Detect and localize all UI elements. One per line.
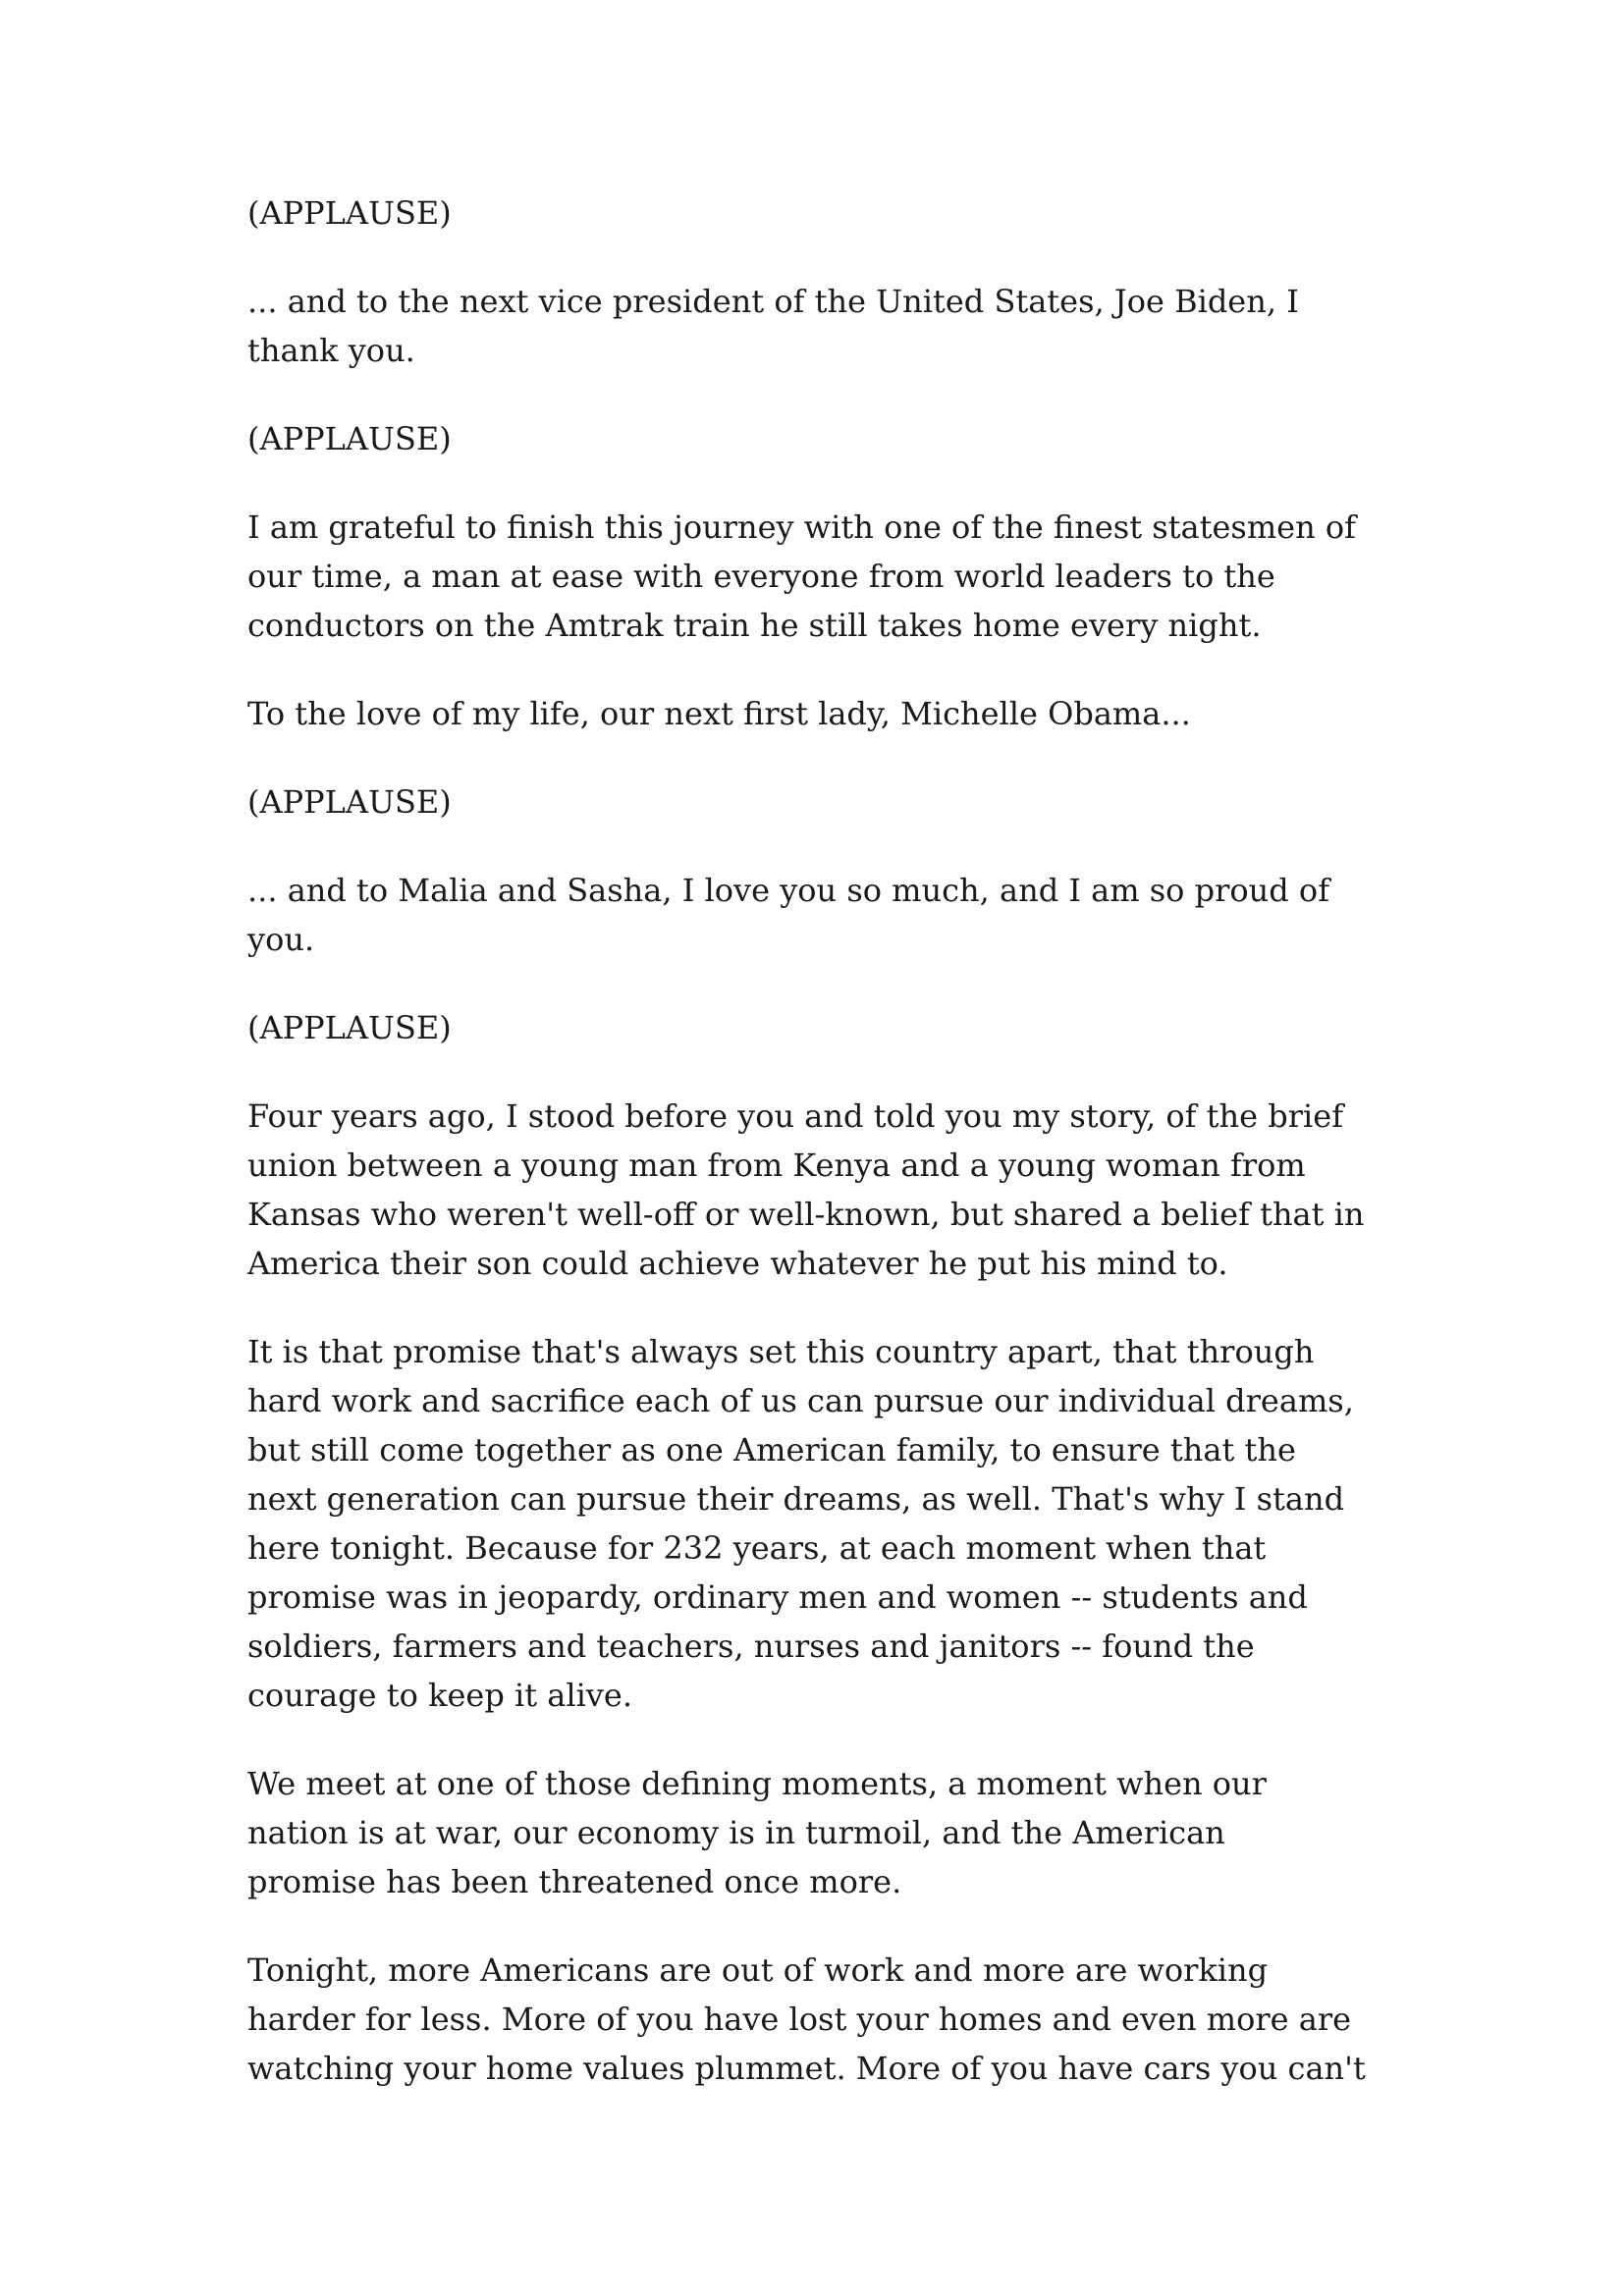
- paragraph-four-years-ago: Four years ago, I stood before you and told you my story, of the brief union between a young man from Kenya and a young woman from Kansas who weren't well-off or well-known, but shared a belief that in America their son could achieve whatever he put his mind to.: [247, 1097, 1365, 1282]
- applause-note: (APPLAUSE): [247, 783, 452, 821]
- paragraph-promise: It is that promise that's always set this country apart, that through hard work and sacrifice each of us can pursue our individual dreams, but still come together as one American family, to ensure that the next generation can pursue their dreams, as well. That's why I stand here tonight. Because for 232 years, at each moment when that promise was in jeopardy, ordinary men and women -- students and soldiers, farmers and teachers, nurses and janitors -- found the courage to keep it alive.: [247, 1333, 1354, 1714]
- paragraph-grateful: I am grateful to finish this journey with one of the finest statesmen of our time, a man at ease with everyone from world leaders to the conductors on the Amtrak train he still takes home every night.: [247, 508, 1356, 644]
- paragraph-tonight: Tonight, more Americans are out of work and more are working harder for less. More of you have lost your homes and even more are watching your home values plummet. More of you have cars you can't: [247, 1951, 1366, 2087]
- paragraph-first-lady: To the love of my life, our next first lady, Michelle Obama...: [247, 695, 1191, 732]
- paragraph-malia-sasha: ... and to Malia and Sasha, I love you so much, and I am so proud of you.: [247, 872, 1330, 958]
- paragraph-vice-president: ... and to the next vice president of the United States, Joe Biden, I thank you.: [247, 283, 1299, 369]
- document-body: [247, 188, 1406, 2132]
- paragraph-defining-moments: We meet at one of those defining moments, a moment when our nation is at war, our economy is in turmoil, and the American promise has been threatened once more.: [247, 1765, 1267, 1900]
- applause-note: (APPLAUSE): [247, 194, 452, 232]
- applause-note: (APPLAUSE): [247, 1009, 452, 1046]
- applause-note: (APPLAUSE): [247, 420, 452, 457]
